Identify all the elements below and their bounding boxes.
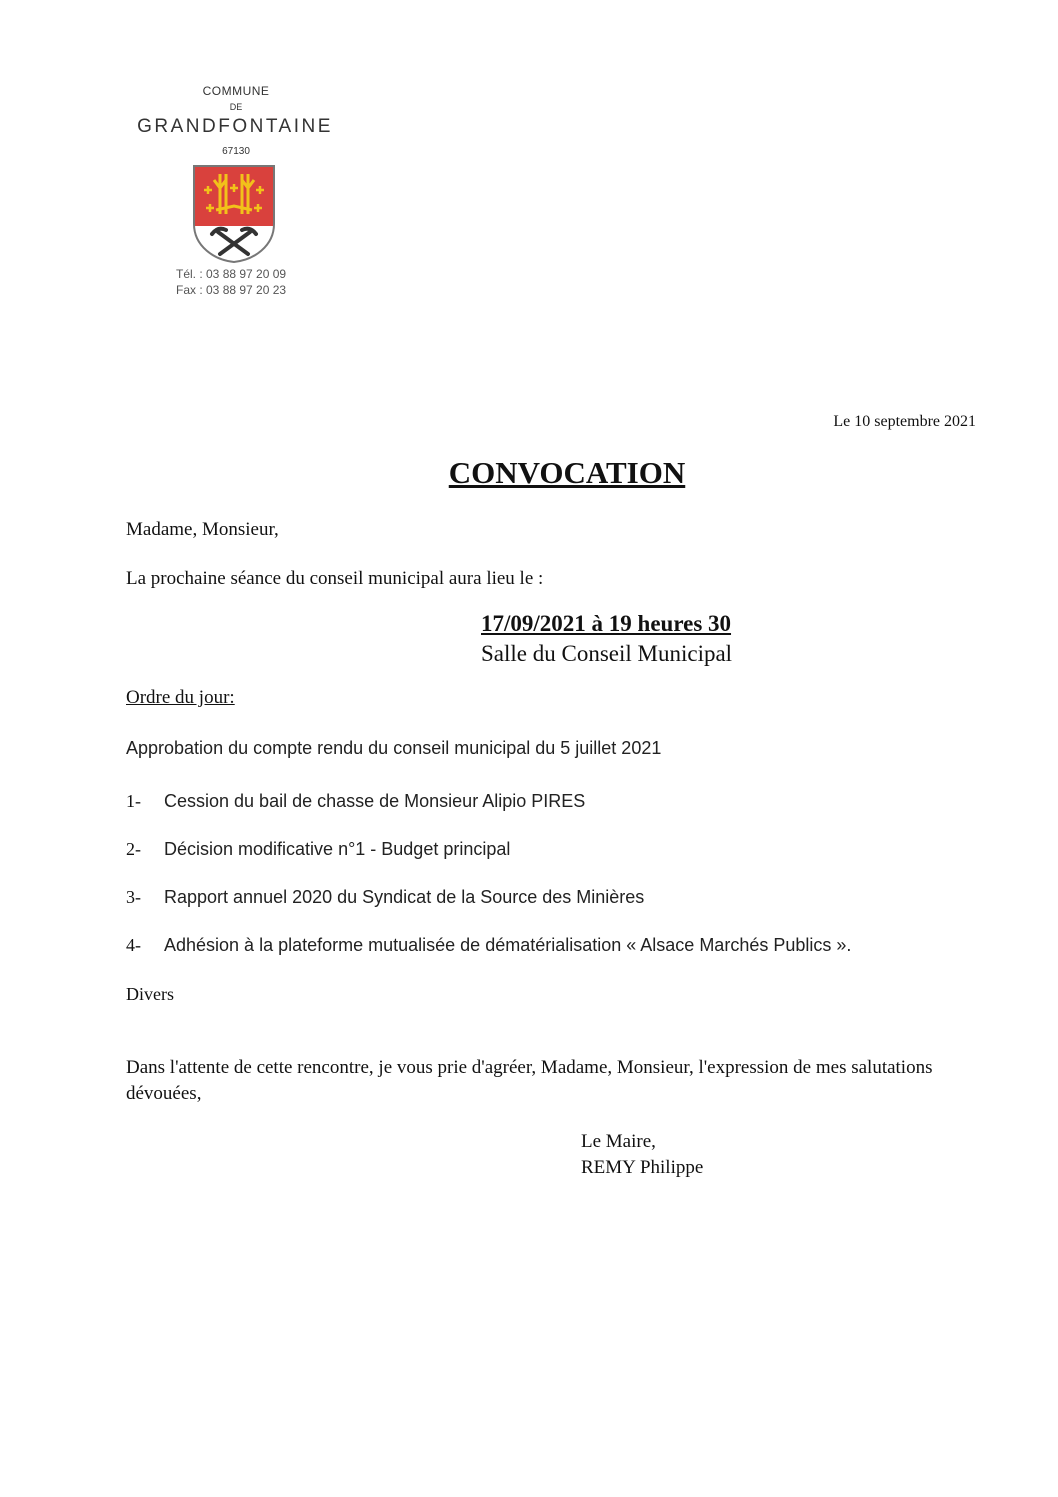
agenda-item-text: Adhésion à la plateforme mutualisée de dématérialisation « Alsace Marchés Publics ». xyxy=(164,935,852,955)
document-date: Le 10 septembre 2021 xyxy=(833,413,976,430)
letterhead-fax: Fax : 03 88 97 20 23 xyxy=(176,283,287,297)
agenda-item-text: Cession du bail de chasse de Monsieur Alipio PIRES xyxy=(164,791,586,811)
agenda-divers: Divers xyxy=(126,984,174,1004)
meeting-place: Salle du Conseil Municipal xyxy=(481,641,733,666)
closing-paragraph: Dans l'attente de cette rencontre, je vous prie d'agréer, Madame, Monsieur, l'expression de mes salutations dévouées, xyxy=(126,1057,933,1104)
agenda-approval: Approbation du compte rendu du conseil municipal du 5 juillet 2021 xyxy=(126,738,662,758)
signature-name: REMY Philippe xyxy=(581,1157,704,1178)
agenda-item-text: Rapport annuel 2020 du Syndicat de la Source des Minières xyxy=(164,887,645,907)
letterhead-phone: Tél. : 03 88 97 20 09 xyxy=(176,267,287,281)
agenda-item-text: Décision modificative n°1 - Budget principal xyxy=(164,839,511,859)
letterhead-town-name: GRANDFONTAINE xyxy=(137,116,333,137)
meeting-datetime: 17/09/2021 à 19 heures 30 xyxy=(481,611,732,636)
letterhead-de-label: DE xyxy=(229,102,243,112)
agenda-item-number: 4- xyxy=(126,935,141,955)
coat-of-arms-icon xyxy=(190,162,278,264)
letterhead-commune-label: COMMUNE xyxy=(202,84,270,98)
agenda-label: Ordre du jour: xyxy=(126,687,235,708)
shield-red-field xyxy=(195,167,273,226)
document-title: CONVOCATION xyxy=(448,455,686,490)
intro-paragraph: La prochaine séance du conseil municipal aura lieu le : xyxy=(126,568,544,589)
salutation: Madame, Monsieur, xyxy=(126,519,279,540)
agenda-item-number: 1- xyxy=(126,791,141,811)
agenda-item-number: 3- xyxy=(126,887,141,907)
agenda-item-number: 2- xyxy=(126,839,141,859)
signature-role: Le Maire, xyxy=(581,1131,656,1152)
letterhead-postcode: 67130 xyxy=(222,146,250,157)
